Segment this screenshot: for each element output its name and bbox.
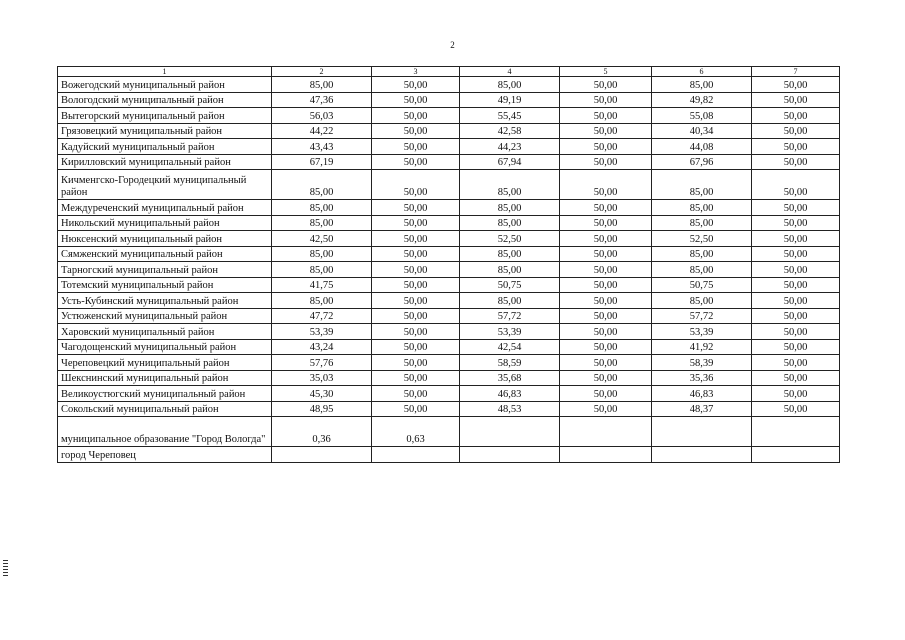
table-row — [58, 355, 840, 371]
value-cell: 35,36 — [652, 370, 752, 386]
value-cell: 42,50 — [272, 231, 372, 247]
value-cell: 85,00 — [460, 215, 560, 231]
value-cell: 50,00 — [372, 139, 460, 155]
value-cell: 85,00 — [460, 262, 560, 278]
value-cell: 56,03 — [272, 108, 372, 124]
value-cell: 50,00 — [372, 77, 460, 93]
value-cell: 50,00 — [560, 170, 652, 200]
value-cell — [460, 447, 560, 463]
value-cell — [372, 447, 460, 463]
value-cell: 85,00 — [652, 77, 752, 93]
value-cell: 0,63 — [372, 417, 460, 447]
district-name-cell: Грязовецкий муниципальный район — [58, 123, 272, 139]
value-cell: 47,72 — [272, 308, 372, 324]
value-cell: 57,72 — [652, 308, 752, 324]
value-cell: 50,00 — [560, 324, 652, 340]
value-cell: 53,39 — [272, 324, 372, 340]
value-cell: 50,00 — [560, 262, 652, 278]
value-cell: 85,00 — [652, 246, 752, 262]
value-cell: 41,75 — [272, 277, 372, 293]
value-cell: 50,00 — [560, 77, 652, 93]
value-cell: 85,00 — [652, 170, 752, 200]
value-cell: 50,00 — [752, 231, 840, 247]
district-name-cell: Вытегорский муниципальный район — [58, 108, 272, 124]
district-name-cell: Харовский муниципальный район — [58, 324, 272, 340]
table-row — [58, 92, 840, 108]
value-cell: 50,00 — [752, 339, 840, 355]
value-cell — [560, 447, 652, 463]
value-cell: 50,00 — [560, 215, 652, 231]
value-cell: 85,00 — [272, 170, 372, 200]
value-cell: 50,00 — [752, 139, 840, 155]
value-cell: 55,08 — [652, 108, 752, 124]
value-cell: 50,00 — [372, 355, 460, 371]
value-cell: 50,00 — [372, 308, 460, 324]
district-name-cell: Кирилловский муниципальный район — [58, 154, 272, 170]
value-cell: 50,00 — [752, 324, 840, 340]
value-cell: 67,96 — [652, 154, 752, 170]
value-cell: 53,39 — [652, 324, 752, 340]
table-row — [58, 293, 840, 309]
value-cell: 50,00 — [752, 200, 840, 216]
data-table — [57, 66, 840, 463]
table-row — [58, 308, 840, 324]
value-cell: 46,83 — [652, 386, 752, 402]
value-cell: 50,00 — [752, 355, 840, 371]
value-cell: 85,00 — [460, 170, 560, 200]
value-cell: 50,00 — [560, 277, 652, 293]
value-cell: 50,00 — [372, 231, 460, 247]
value-cell: 50,00 — [372, 154, 460, 170]
value-cell: 50,00 — [752, 123, 840, 139]
value-cell: 49,19 — [460, 92, 560, 108]
table-row — [58, 77, 840, 93]
value-cell: 50,00 — [560, 200, 652, 216]
value-cell: 50,00 — [560, 339, 652, 355]
value-cell: 50,00 — [560, 139, 652, 155]
value-cell: 50,00 — [372, 200, 460, 216]
value-cell: 44,08 — [652, 139, 752, 155]
value-cell: 50,00 — [560, 92, 652, 108]
value-cell: 50,00 — [372, 293, 460, 309]
table-row — [58, 370, 840, 386]
value-cell: 50,00 — [752, 370, 840, 386]
table-row — [58, 215, 840, 231]
table-row — [58, 170, 840, 200]
table-row — [58, 246, 840, 262]
table-body — [58, 77, 840, 463]
district-name-cell: Междуреченский муниципальный район — [58, 200, 272, 216]
value-cell: 50,75 — [652, 277, 752, 293]
value-cell: 85,00 — [460, 293, 560, 309]
table-row — [58, 139, 840, 155]
column-header: 3 — [372, 67, 460, 77]
value-cell: 50,00 — [372, 170, 460, 200]
value-cell: 58,59 — [460, 355, 560, 371]
value-cell: 44,23 — [460, 139, 560, 155]
district-name-cell: Вожегодский муниципальный район — [58, 77, 272, 93]
value-cell: 57,72 — [460, 308, 560, 324]
value-cell: 50,00 — [752, 154, 840, 170]
value-cell: 50,00 — [752, 262, 840, 278]
value-cell: 35,03 — [272, 370, 372, 386]
table-row — [58, 200, 840, 216]
district-name-cell: Нюксенский муниципальный район — [58, 231, 272, 247]
value-cell: 50,00 — [560, 123, 652, 139]
value-cell: 48,37 — [652, 401, 752, 417]
value-cell: 50,00 — [372, 262, 460, 278]
value-cell: 50,00 — [560, 154, 652, 170]
value-cell: 85,00 — [272, 246, 372, 262]
value-cell: 50,00 — [752, 386, 840, 402]
value-cell: 48,95 — [272, 401, 372, 417]
value-cell: 50,00 — [752, 92, 840, 108]
value-cell: 50,00 — [752, 170, 840, 200]
value-cell: 53,39 — [460, 324, 560, 340]
value-cell: 50,00 — [560, 308, 652, 324]
district-name-cell: Чагодощенский муниципальный район — [58, 339, 272, 355]
district-name-cell: Кичменгско-Городецкий муниципальный район — [58, 170, 272, 200]
district-name-cell: Сямженский муниципальный район — [58, 246, 272, 262]
value-cell: 50,00 — [372, 324, 460, 340]
value-cell — [652, 417, 752, 447]
value-cell: 85,00 — [652, 200, 752, 216]
value-cell: 50,00 — [752, 401, 840, 417]
value-cell — [272, 447, 372, 463]
value-cell: 85,00 — [652, 215, 752, 231]
value-cell: 85,00 — [272, 293, 372, 309]
table-row — [58, 277, 840, 293]
value-cell — [752, 417, 840, 447]
value-cell: 50,00 — [372, 370, 460, 386]
value-cell: 44,22 — [272, 123, 372, 139]
district-name-cell: Кадуйский муниципальный район — [58, 139, 272, 155]
value-cell: 67,19 — [272, 154, 372, 170]
value-cell: 45,30 — [272, 386, 372, 402]
value-cell: 50,00 — [560, 246, 652, 262]
value-cell: 50,00 — [560, 386, 652, 402]
district-name-cell: муниципальное образование "Город Вологда" — [58, 417, 272, 447]
value-cell: 50,00 — [752, 293, 840, 309]
district-name-cell: Тарногский муниципальный район — [58, 262, 272, 278]
district-name-cell: Череповецкий муниципальный район — [58, 355, 272, 371]
value-cell: 50,00 — [372, 339, 460, 355]
value-cell: 67,94 — [460, 154, 560, 170]
value-cell: 52,50 — [460, 231, 560, 247]
district-name-cell: Вологодский муниципальный район — [58, 92, 272, 108]
district-name-cell: Шекснинский муниципальный район — [58, 370, 272, 386]
value-cell — [460, 417, 560, 447]
value-cell: 50,00 — [560, 231, 652, 247]
value-cell: 47,36 — [272, 92, 372, 108]
value-cell — [652, 447, 752, 463]
value-cell: 43,43 — [272, 139, 372, 155]
value-cell: 35,68 — [460, 370, 560, 386]
value-cell: 46,83 — [460, 386, 560, 402]
table-row — [58, 401, 840, 417]
margin-marks — [3, 560, 8, 578]
table-row — [58, 386, 840, 402]
value-cell: 50,00 — [752, 246, 840, 262]
value-cell: 50,00 — [560, 355, 652, 371]
table-row — [58, 339, 840, 355]
value-cell: 50,00 — [372, 277, 460, 293]
value-cell: 50,00 — [752, 308, 840, 324]
value-cell: 50,00 — [752, 108, 840, 124]
district-name-cell: Великоустюгский муниципальный район — [58, 386, 272, 402]
value-cell: 85,00 — [460, 77, 560, 93]
value-cell: 85,00 — [652, 293, 752, 309]
value-cell — [752, 447, 840, 463]
column-header: 7 — [752, 67, 840, 77]
value-cell — [560, 417, 652, 447]
value-cell: 50,00 — [560, 293, 652, 309]
district-name-cell: Усть-Кубинский муниципальный район — [58, 293, 272, 309]
value-cell: 50,00 — [372, 123, 460, 139]
table-row — [58, 262, 840, 278]
value-cell: 50,00 — [372, 108, 460, 124]
value-cell: 58,39 — [652, 355, 752, 371]
value-cell: 50,00 — [372, 401, 460, 417]
district-name-cell: Тотемский муниципальный район — [58, 277, 272, 293]
column-header: 2 — [272, 67, 372, 77]
table-row — [58, 108, 840, 124]
value-cell: 85,00 — [272, 262, 372, 278]
table-row — [58, 324, 840, 340]
column-header: 6 — [652, 67, 752, 77]
value-cell: 57,76 — [272, 355, 372, 371]
value-cell: 0,36 — [272, 417, 372, 447]
table-row — [58, 123, 840, 139]
value-cell: 85,00 — [652, 262, 752, 278]
value-cell: 50,00 — [372, 215, 460, 231]
district-name-cell: Никольский муниципальный район — [58, 215, 272, 231]
value-cell: 43,24 — [272, 339, 372, 355]
table-header-row — [58, 67, 840, 77]
value-cell: 52,50 — [652, 231, 752, 247]
district-name-cell: Устюженский муниципальный район — [58, 308, 272, 324]
value-cell: 50,00 — [752, 77, 840, 93]
value-cell: 50,00 — [372, 246, 460, 262]
value-cell: 49,82 — [652, 92, 752, 108]
table-row — [58, 447, 840, 463]
value-cell: 85,00 — [272, 215, 372, 231]
value-cell: 50,00 — [560, 108, 652, 124]
value-cell: 85,00 — [272, 77, 372, 93]
value-cell: 50,00 — [372, 386, 460, 402]
value-cell: 50,00 — [372, 92, 460, 108]
value-cell: 85,00 — [460, 246, 560, 262]
district-name-cell: город Череповец — [58, 447, 272, 463]
table-row — [58, 231, 840, 247]
value-cell: 55,45 — [460, 108, 560, 124]
value-cell: 48,53 — [460, 401, 560, 417]
value-cell: 42,58 — [460, 123, 560, 139]
value-cell: 50,00 — [560, 370, 652, 386]
column-header: 5 — [560, 67, 652, 77]
district-name-cell: Сокольский муниципальный район — [58, 401, 272, 417]
value-cell: 50,75 — [460, 277, 560, 293]
value-cell: 50,00 — [560, 401, 652, 417]
table-row — [58, 154, 840, 170]
value-cell: 50,00 — [752, 215, 840, 231]
column-header: 1 — [58, 67, 272, 77]
value-cell: 40,34 — [652, 123, 752, 139]
value-cell: 41,92 — [652, 339, 752, 355]
table-row — [58, 417, 840, 447]
value-cell: 85,00 — [460, 200, 560, 216]
value-cell: 42,54 — [460, 339, 560, 355]
column-header: 4 — [460, 67, 560, 77]
value-cell: 85,00 — [272, 200, 372, 216]
value-cell: 50,00 — [752, 277, 840, 293]
page-number: 2 — [450, 40, 455, 50]
